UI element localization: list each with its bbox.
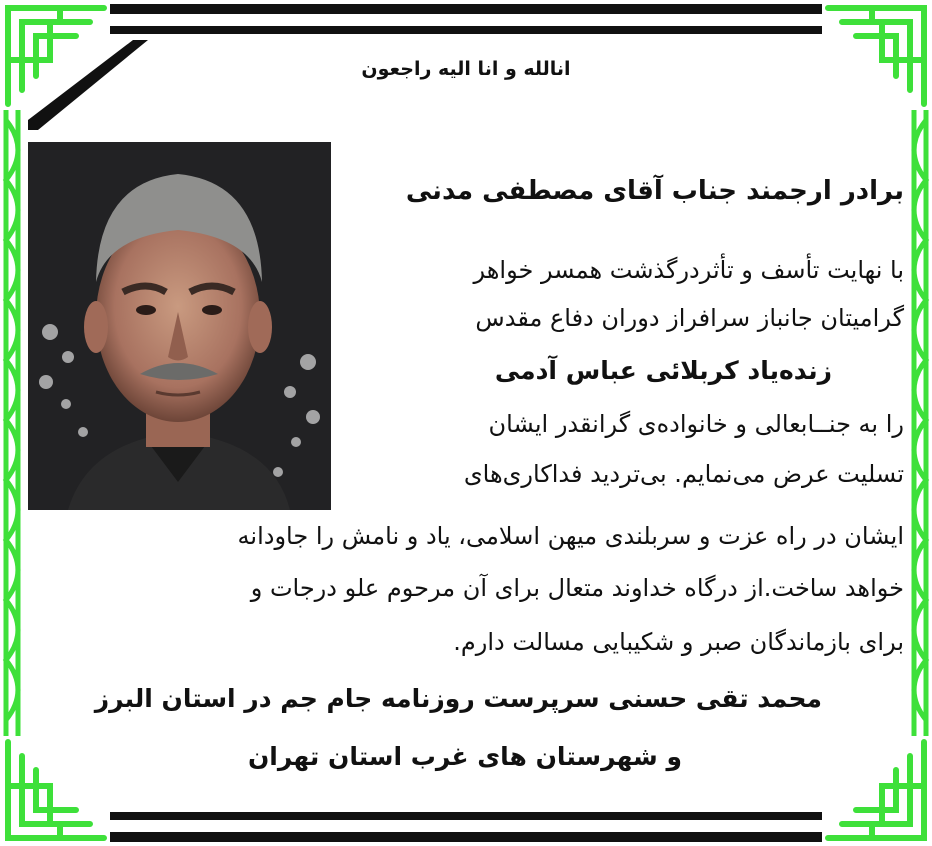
body-line-4: تسلیت عرض می‌نمایم. بی‌تردید فداکاری‌های <box>463 460 904 488</box>
deceased-name: زنده‌یاد کربلائی عباس آدمی <box>494 356 832 385</box>
body-line-7: برای بازماندگان صبر و شکیبایی مسالت دارم. <box>453 628 904 656</box>
quran-verse: انالله و انا الیه راجعون <box>361 58 571 80</box>
signature-line-1: محمد تقی حسنی سرپرست روزنامه جام جم در استان البرز <box>94 684 822 713</box>
body-line-5: ایشان در راه عزت و سربلندی میهن اسلامی، یاد و نامش را جاودانه <box>237 522 904 550</box>
signature-line-2: و شهرستان های غرب استان تهران <box>247 742 682 771</box>
notice-title: برادر ارجمند جناب آقای مصطفی مدنی <box>405 176 904 206</box>
body-line-3: را به جنــابعالی و خانواده‌ی گرانقدر ایشان <box>488 410 904 438</box>
body-line-2: گرامیتان جانباز سرافراز دوران دفاع مقدس <box>475 304 904 332</box>
body-line-6: خواهد ساخت.از درگاه خداوند متعال برای آن مرحوم علو درجات و <box>250 574 904 602</box>
body-line-1: با نهایت تأسف و تأثردرگذشت همسر خواهر <box>473 256 904 284</box>
